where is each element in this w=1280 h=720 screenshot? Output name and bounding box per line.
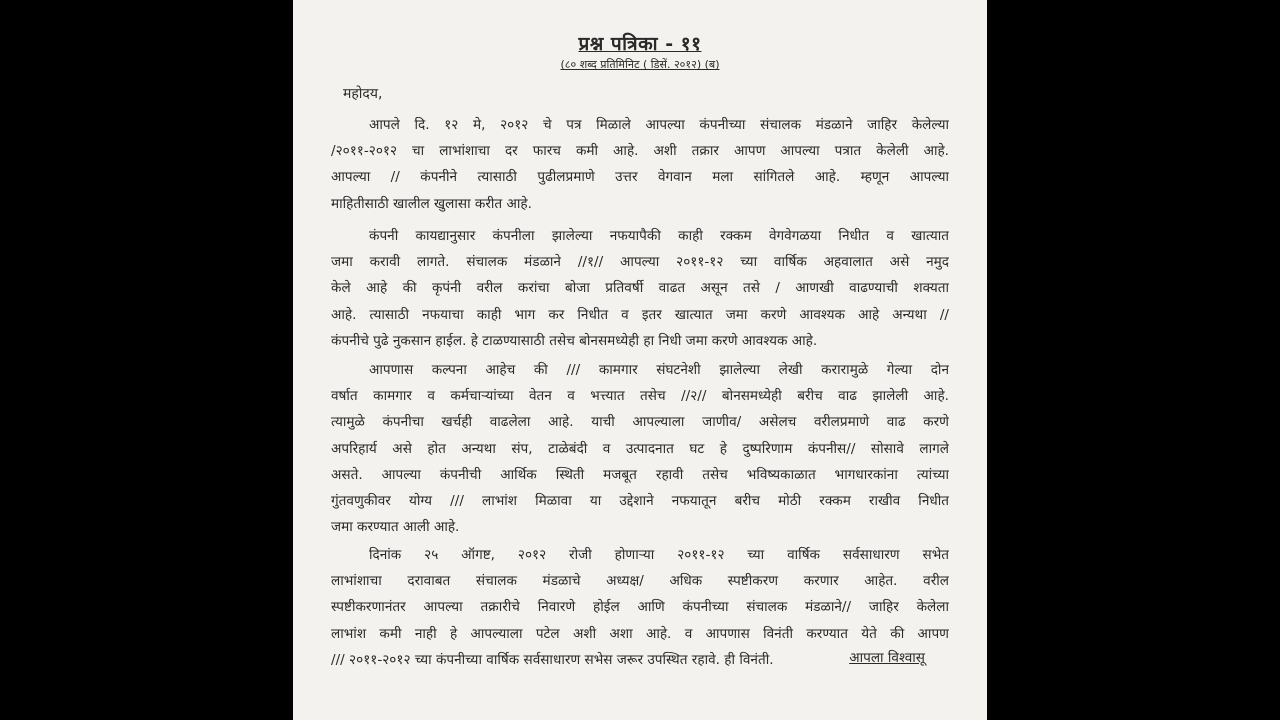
paragraph-3 — [331, 357, 949, 540]
closing-signoff: आपला विश्वासू — [849, 650, 925, 666]
text-line: माहितीसाठी खालील खुलासा करीत आहे. — [331, 195, 532, 212]
document-subtitle: (८० शब्द प्रतिमिनिट ( डिसें. २०१२) (ब) — [560, 58, 720, 71]
text-line: लाभांश कमी नाही हे आपल्याला पटेल अशी अशा आहे. व आपणास विनंती करण्यात येते की आपण — [331, 625, 949, 642]
text-line: गुंतवणुकीवर योग्य /// लाभांश मिळावा या उद्देशाने नफयातून बरीच मोठी रक्कम राखीव निधीत — [331, 492, 949, 509]
text-line: केले आहे की कृपंनी वरील करांचा बोजा प्रतिवर्षी वाढत असून तसे / आणखी वाढण्याची शक्यता — [331, 280, 949, 297]
text-line: कंपनी कायद्यानुसार कंपनीला झालेल्या नफयापैकी काही रक्कम वेगवेगळया निधीत व खात्यात — [369, 228, 949, 244]
document-page — [293, 0, 987, 720]
text-line: आपणास कल्पना आहेच की /// कामगार संघटनेशी झालेल्या लेखी करारामुळे गेल्या दोन — [369, 362, 949, 378]
paragraph-1 — [331, 112, 949, 217]
salutation: महोदय, — [343, 86, 383, 102]
text-line: /// २०११-२०१२ च्या कंपनीच्या वार्षिक सर्वसाधारण सभेस जरूर उपस्थित रहावे. ही विनंती. — [331, 651, 774, 668]
text-line: त्यामुळे कंपनीचा खर्चही वाढलेला आहे. याची आपल्याला जाणीव/ असेलच वरीलप्रमाणे वाढ करणे — [331, 414, 949, 431]
text-line: स्पष्टीकरणानंतर आपल्या तक्रारीचे निवारणे होईल आणि कंपनीच्या संचालक मंडळाने// जाहिर केलेला — [331, 599, 949, 616]
document-title: प्रश्न पत्रिका - ११ — [578, 33, 702, 55]
text-line: वर्षात कामगार व कर्मचाऱ्यांच्या वेतन व भत्त्यात तसेच //२// बोनसमध्येही बरीच वाढ झालेली आहे. — [331, 388, 949, 405]
text-line: अपरिहार्य असे होत अन्यथा संप, टाळेबंदी व उत्पादनात घट हे दुष्परिणाम कंपनीस// सोसावे लागले — [331, 440, 949, 457]
text-line: आपल्या // कंपनीने त्यासाठी पुढीलप्रमाणे उत्तर वेगवान मला सांगितले आहे. म्हणून आपल्या — [331, 169, 949, 186]
text-line: जमा करण्यात आली आहे. — [331, 519, 460, 536]
text-line: असते. आपल्या कंपनीची आर्थिक स्थिती मजबूत रहावी तसेच भविष्यकाळात भागधारकांना त्यांच्या — [331, 466, 949, 483]
text-line: आहे. त्यासाठी नफयाचा काही भाग कर निधीत व इतर खात्यात जमा करणे आवश्यक आहे अन्यथा // — [331, 306, 949, 323]
text-line: /२०११-२०१२ चा लाभांशाचा दर फारच कमी आहे. अशी तक्रार आपण आपल्या पत्रात केलेली आहे. — [331, 143, 949, 160]
text-line: आपले दि. १२ मे, २०१२ चे पत्र मिळाले आपल्या कंपनीच्या संचालक मंडळाने जाहिर केलेल्या — [369, 117, 949, 133]
paragraph-2 — [331, 223, 949, 354]
text-line: कंपनीचे पुढे नुकसान हाईल. हे टाळण्यासाठी तसेच बोनसमध्येही हा निधी जमा करणे आवश्यक आहे. — [331, 332, 818, 349]
text-line: दिनांक २५ ऑगष्ट, २०१२ रोजी होणाऱ्या २०११-१२ च्या वार्षिक सर्वसाधारण सभेत — [369, 547, 949, 563]
text-line: जमा करावी लागते. संचालक मंडळाने //१// आपल्या २०११-१२ च्या वार्षिक अहवालात असे नमुद — [331, 254, 949, 271]
text-line: लाभांशाचा दरावाबत संचालक मंडळाचे अध्यक्ष/ अधिक स्पष्टीकरण करणार आहेत. वरील — [331, 573, 949, 590]
